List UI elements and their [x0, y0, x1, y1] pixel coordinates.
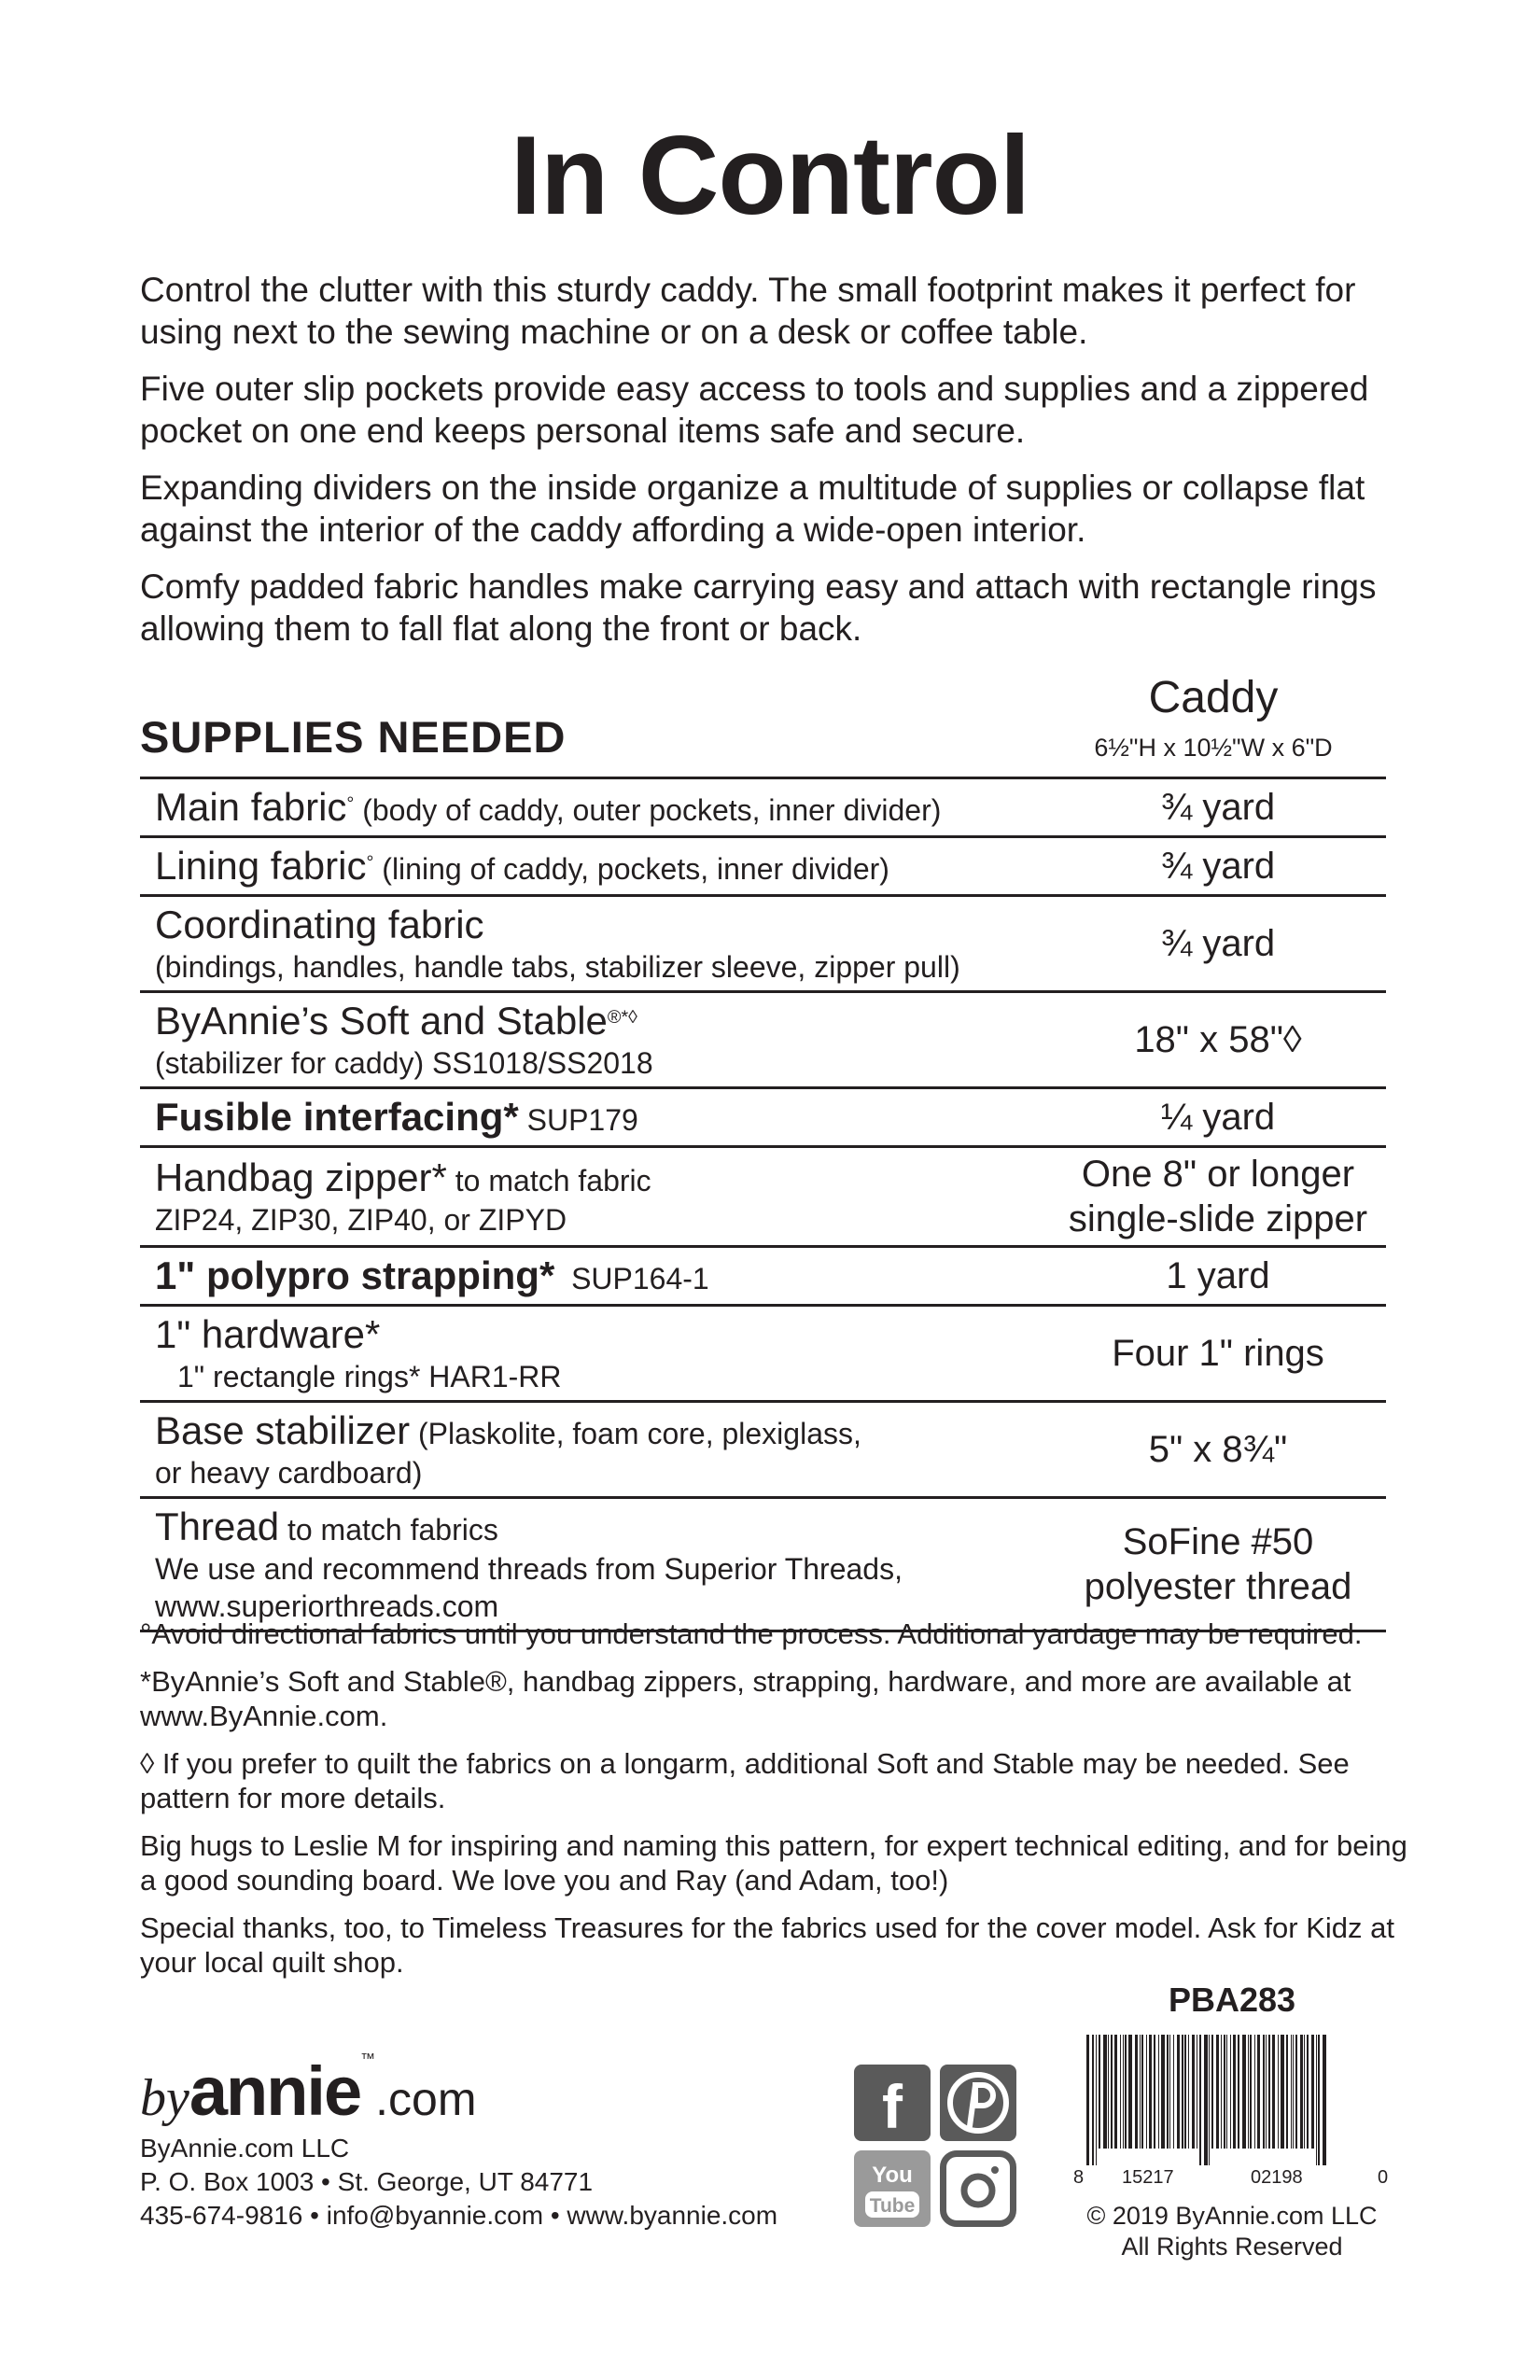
barcode-bar — [1123, 2035, 1124, 2149]
barcode-bar — [1146, 2035, 1147, 2149]
barcode-bar — [1161, 2035, 1165, 2149]
barcode-bar — [1204, 2035, 1208, 2165]
barcode-bar — [1263, 2035, 1265, 2149]
barcode-bar — [1221, 2035, 1222, 2149]
barcode-bar — [1295, 2035, 1297, 2149]
supply-name: Main fabric — [155, 785, 347, 829]
barcode-bar — [1318, 2035, 1320, 2165]
supply-amount — [1050, 1498, 1386, 1631]
supply-amount-line: polyester thread — [1084, 1566, 1352, 1607]
supply-description — [140, 1306, 1050, 1402]
barcode-bar — [1173, 2035, 1174, 2149]
barcode-bar — [1257, 2035, 1260, 2149]
caddy-column-header — [1064, 672, 1363, 763]
barcode-bar — [1192, 2035, 1195, 2149]
barcode-bar — [1242, 2035, 1246, 2149]
supply-inline-note: (Plaskolite, foam core, plexiglass, — [410, 1417, 861, 1450]
facebook-icon[interactable] — [854, 2065, 931, 2141]
barcode-bar — [1086, 2035, 1089, 2165]
instagram-icon[interactable] — [940, 2150, 1016, 2227]
supply-amount — [1050, 1147, 1386, 1247]
supply-inline-note: (body of caddy, outer pockets, inner divider) — [354, 793, 942, 827]
supply-name: ByAnnie’s Soft and Stable — [155, 999, 608, 1043]
supply-amount — [1050, 1088, 1386, 1147]
barcode-bar — [1316, 2035, 1317, 2165]
supply-amount-line: ¼ yard — [1160, 1097, 1276, 1138]
barcode-bar — [1278, 2035, 1279, 2149]
barcode-bar — [1184, 2035, 1186, 2149]
supply-row — [140, 837, 1386, 896]
intro-paragraph: Comfy padded fabric handles make carrying easy and attach with rectangle rings allowing them to fall flat along the front or back. — [140, 567, 1377, 648]
supply-row — [140, 992, 1386, 1088]
supply-inline-note: SUP164-1 — [554, 1262, 709, 1295]
intro-paragraph: Five outer slip pockets provide easy access to tools and supplies and a zippered pocket on one end keeps personal items safe and secure. — [140, 370, 1369, 450]
barcode-bar — [1128, 2035, 1132, 2149]
logo-by: by — [140, 2069, 189, 2127]
logo-tm: ™ — [360, 2051, 376, 2067]
byannie-logo — [140, 2051, 477, 2131]
barcode-digit: 0 — [1378, 2167, 1389, 2188]
supply-inline-note: to match fabric — [446, 1164, 651, 1197]
upc-barcode — [1073, 2035, 1391, 2165]
youtube-icon[interactable] — [854, 2150, 931, 2227]
supply-name: 1" polypro strapping* — [155, 1253, 555, 1297]
barcode-bar — [1177, 2035, 1180, 2149]
supply-inline-note: (lining of caddy, pockets, inner divider) — [373, 852, 889, 886]
intro-paragraph: Expanding dividers on the inside organize a multitude of supplies or collapse flat against the interior of the caddy affording a wide-open interior. — [140, 469, 1365, 549]
barcode-bar — [1216, 2035, 1219, 2149]
footnote: Big hugs to Leslie M for inspiring and naming this pattern, for expert technical editing, and for being a good sounding board. We love you and Ray (and Adam, too!) — [140, 1829, 1407, 1897]
supply-subtext: 1" rectangle rings* HAR1-RR — [177, 1360, 562, 1393]
supply-name: Handbag zipper* — [155, 1155, 447, 1199]
intro-text — [140, 269, 1428, 665]
supply-description — [140, 1402, 1050, 1498]
supply-description — [140, 1088, 1050, 1147]
barcode-bar — [1233, 2035, 1236, 2149]
youtube-label-bottom: Tube — [869, 2195, 916, 2217]
logo-com: .com — [375, 2073, 477, 2125]
barcode-bar — [1248, 2035, 1249, 2149]
supply-amount-line: Four 1" rings — [1112, 1333, 1324, 1374]
barcode-bar — [1226, 2035, 1227, 2149]
barcode-digit: 15217 — [1122, 2167, 1174, 2188]
supply-amount-line: ¾ yard — [1160, 923, 1276, 964]
supply-name: Lining fabric — [155, 844, 367, 888]
address-line: P. O. Box 1003 • St. George, UT 84771 — [140, 2167, 594, 2196]
barcode-bar — [1304, 2035, 1305, 2149]
supply-description — [140, 896, 1050, 992]
supply-amount — [1050, 1306, 1386, 1402]
barcode-bar — [1167, 2035, 1169, 2149]
supply-mark: ®*◊ — [607, 1007, 637, 1028]
barcode-digit: 02198 — [1251, 2167, 1303, 2188]
barcode-bar — [1188, 2035, 1189, 2149]
barcode-bar — [1266, 2035, 1267, 2149]
barcode-bar — [1114, 2035, 1117, 2149]
supplies-table — [140, 777, 1386, 1632]
supply-row — [140, 778, 1386, 837]
barcode-bar — [1199, 2035, 1201, 2165]
barcode-bar — [1182, 2035, 1183, 2149]
supply-row — [140, 1402, 1386, 1498]
barcode-bar — [1323, 2035, 1326, 2165]
social-icons — [854, 2065, 1022, 2237]
supply-amount — [1050, 837, 1386, 896]
supply-mark: ° — [366, 852, 374, 873]
supply-amount-line: 1 yard — [1166, 1255, 1270, 1296]
footnote: Special thanks, too, to Timeless Treasures for the fabrics used for the cover model. Ask for Kidz at your local quilt shop. — [140, 1911, 1394, 1979]
barcode-bar — [1092, 2035, 1094, 2165]
barcode-bar — [1140, 2035, 1141, 2149]
supply-row — [140, 1147, 1386, 1247]
logo-annie: annie — [189, 2052, 361, 2130]
footnote: *ByAnnie’s Soft and Stable®, handbag zippers, strapping, hardware, and more are available at www.ByAnnie.com. — [140, 1665, 1351, 1732]
intro-paragraph: Control the clutter with this sturdy caddy. The small footprint makes it perfect for using next to the sewing machine or on a desk or coffee table. — [140, 271, 1356, 351]
supply-inline-note: to match fabrics — [279, 1513, 498, 1547]
supply-row — [140, 1088, 1386, 1147]
supply-row — [140, 1498, 1386, 1631]
barcode-bar — [1135, 2035, 1138, 2149]
supply-name: Fusible interfacing* — [155, 1095, 519, 1139]
copyright — [1073, 2201, 1391, 2262]
supply-description — [140, 1147, 1050, 1247]
supply-mark: ° — [346, 793, 355, 814]
barcode-bar — [1281, 2035, 1284, 2149]
youtube-label-top: You — [872, 2163, 913, 2188]
barcode-bar — [1154, 2035, 1155, 2149]
supply-amount-line: One 8" or longer — [1081, 1154, 1355, 1195]
barcode-bar — [1169, 2035, 1170, 2149]
barcode-bar — [1108, 2035, 1109, 2149]
barcode-bar — [1141, 2035, 1143, 2149]
supply-subtext: (bindings, handles, handle tabs, stabilizer sleeve, zipper pull) — [155, 950, 960, 984]
supply-name: Thread — [155, 1505, 280, 1548]
barcode-bar — [1238, 2035, 1239, 2149]
supply-amount-line: 18" x 58"◊ — [1134, 1019, 1302, 1060]
barcode-bar — [1268, 2035, 1270, 2149]
barcode-bar — [1293, 2035, 1294, 2149]
supply-amount-line: 5" x 8¾" — [1148, 1429, 1288, 1470]
supply-amount — [1050, 1247, 1386, 1306]
barcode-bar — [1307, 2035, 1309, 2149]
supply-amount — [1050, 778, 1386, 837]
barcode-bar — [1120, 2035, 1121, 2149]
address-line: ByAnnie.com LLC — [140, 2134, 350, 2163]
barcode-bar — [1209, 2035, 1210, 2165]
footnotes — [140, 1617, 1428, 1993]
pinterest-icon[interactable] — [940, 2065, 1016, 2141]
barcode-numbers — [1073, 2167, 1391, 2195]
supply-subtext: www.superiorthreads.com — [155, 1589, 499, 1623]
caddy-dimensions: 6½"H x 10½"W x 6"D — [1094, 734, 1333, 762]
supply-description — [140, 778, 1050, 837]
supply-row — [140, 1247, 1386, 1306]
caddy-column-title: Caddy — [1148, 673, 1279, 722]
supplies-heading: SUPPLIES NEEDED — [140, 712, 567, 762]
supply-name: Base stabilizer — [155, 1408, 411, 1452]
barcode-bar — [1099, 2035, 1100, 2149]
barcode-bar — [1211, 2035, 1213, 2149]
address-line: 435-674-9816 • info@byannie.com • www.byannie.com — [140, 2201, 778, 2230]
company-address — [140, 2132, 849, 2233]
supply-subtext: or heavy cardboard) — [155, 1456, 423, 1490]
facebook-glyph: f — [882, 2072, 903, 2141]
copyright-line: All Rights Reserved — [1121, 2233, 1343, 2261]
supply-subtext: (stabilizer for caddy) SS1018/SS2018 — [155, 1046, 653, 1080]
barcode-bar — [1111, 2035, 1113, 2149]
barcode-bar — [1224, 2035, 1225, 2149]
footnote: °Avoid directional fabrics until you understand the process. Additional yardage may be required. — [140, 1617, 1363, 1650]
barcode-bar — [1158, 2035, 1159, 2149]
supply-name: Coordinating fabric — [155, 903, 484, 946]
barcode-bar — [1254, 2035, 1255, 2149]
barcode-bar — [1250, 2035, 1252, 2149]
barcode-bar — [1230, 2035, 1231, 2149]
supply-amount-line: ¾ yard — [1160, 787, 1276, 828]
pattern-code: PBA283 — [1168, 1981, 1296, 2019]
page-title: In Control — [510, 113, 1030, 238]
supply-subtext: ZIP24, ZIP30, ZIP40, or ZIPYD — [155, 1203, 567, 1237]
barcode-bar — [1300, 2035, 1303, 2149]
barcode-bar — [1096, 2035, 1097, 2165]
copyright-line: © 2019 ByAnnie.com LLC — [1086, 2202, 1378, 2230]
barcode-digit: 8 — [1073, 2167, 1085, 2188]
supply-amount — [1050, 1402, 1386, 1498]
supply-amount — [1050, 896, 1386, 992]
supply-row — [140, 896, 1386, 992]
supply-amount — [1050, 992, 1386, 1088]
footnote: ◊ If you prefer to quilt the fabrics on a longarm, additional Soft and Stable may be needed. See pattern for more details. — [140, 1747, 1350, 1814]
barcode-bar — [1125, 2035, 1127, 2149]
supply-description — [140, 1498, 1050, 1631]
supply-row — [140, 1306, 1386, 1402]
barcode-bar — [1291, 2035, 1292, 2149]
supply-description — [140, 1247, 1050, 1306]
barcode-bar — [1272, 2035, 1275, 2149]
supply-amount-line: SoFine #50 — [1122, 1521, 1314, 1562]
barcode-bar — [1311, 2035, 1314, 2149]
supply-amount-line: ¾ yard — [1160, 846, 1276, 887]
supply-amount-line: single-slide zipper — [1068, 1198, 1368, 1239]
supply-description — [140, 837, 1050, 896]
supply-description — [140, 992, 1050, 1088]
supply-inline-note: SUP179 — [518, 1103, 638, 1137]
supply-name: 1" hardware* — [155, 1312, 381, 1356]
supply-subtext: We use and recommend threads from Superior Threads, — [155, 1552, 903, 1586]
barcode-bar — [1286, 2035, 1288, 2149]
barcode-bar — [1103, 2035, 1107, 2149]
barcode-bar — [1149, 2035, 1152, 2149]
